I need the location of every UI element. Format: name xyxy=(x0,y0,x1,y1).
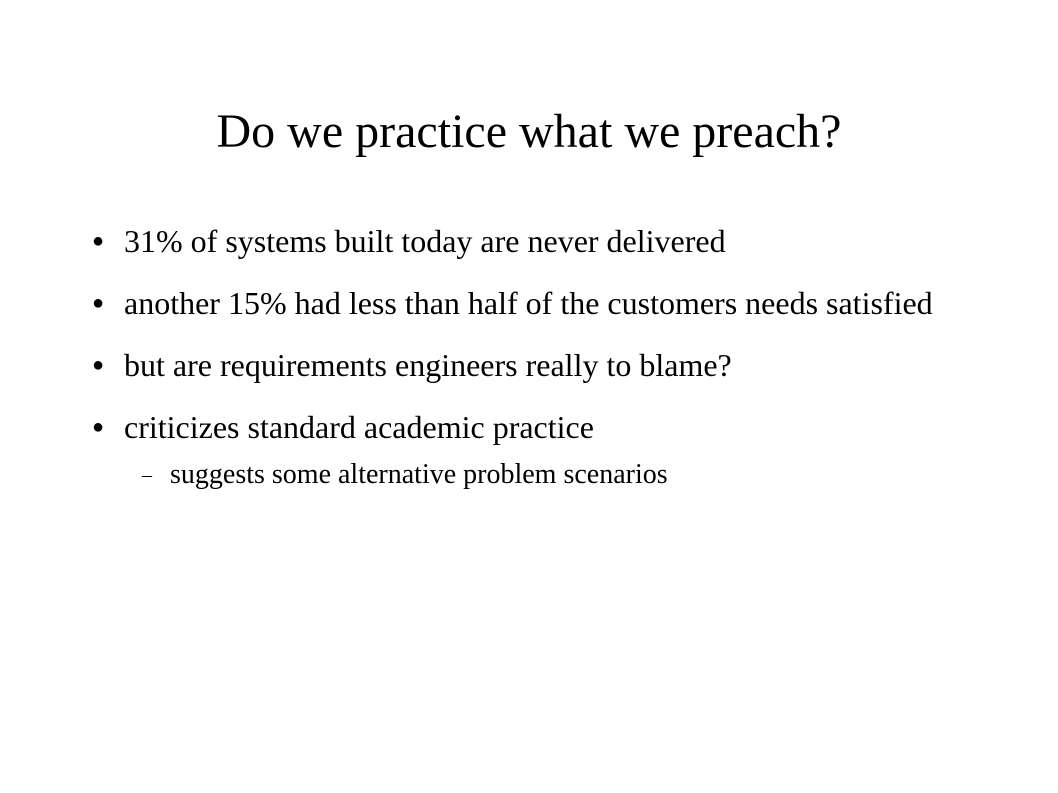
sub-bullet-list xyxy=(122,458,1010,492)
bullet-text: 31% of systems built today are never delivered xyxy=(124,223,726,259)
dash-icon: – xyxy=(142,464,152,486)
bullet-text: another 15% had less than half of the customers needs satisfied xyxy=(124,285,933,321)
bullet-dot-icon: ● xyxy=(92,416,105,438)
slide-title: Do we practice what we preach? xyxy=(216,105,842,158)
bullet-dot-icon: ● xyxy=(92,292,105,314)
sub-bullet-item xyxy=(122,458,1010,492)
bullet-text: but are requirements engineers really to blame? xyxy=(124,347,732,383)
bullet-item xyxy=(80,222,1010,260)
bullet-item xyxy=(80,408,1010,492)
sub-bullet-text: suggests some alternative problem scenarios xyxy=(170,459,668,490)
bullet-list xyxy=(80,222,1010,516)
bullet-item xyxy=(80,346,1010,384)
bullet-dot-icon: ● xyxy=(92,230,105,252)
bullet-text: criticizes standard academic practice xyxy=(124,409,594,445)
bullet-dot-icon: ● xyxy=(92,354,105,376)
bullet-item xyxy=(80,284,1010,322)
